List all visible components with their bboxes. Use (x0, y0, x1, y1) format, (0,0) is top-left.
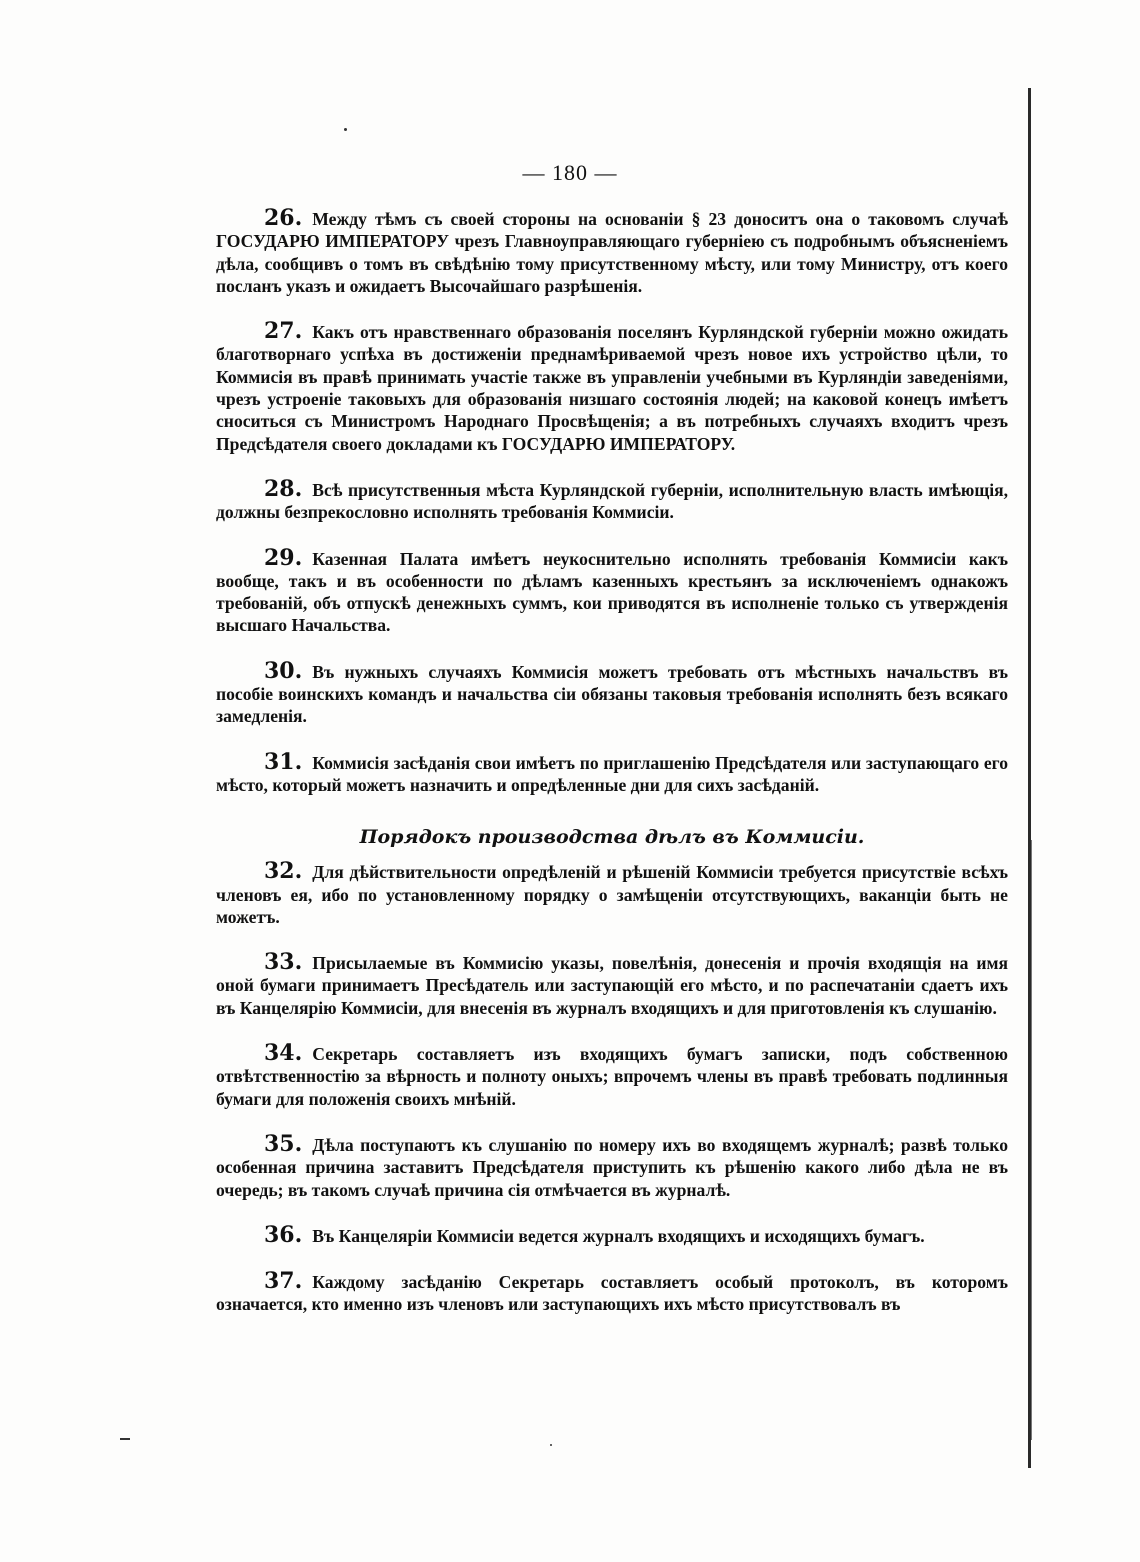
article-text: Дѣла поступаютъ къ слушанію по номеру ихъ во входящемъ журналѣ; развѣ только особенная причина заставитъ Предсѣдателя приступить къ рѣшенію какого либо дѣла не въ очередь; въ такомъ случаѣ причина сія отмѣчается въ журналѣ. (216, 1134, 1008, 1200)
article-number: 32. (264, 858, 303, 885)
article-26 (216, 207, 1008, 297)
article-text: Какъ отъ нравственнаго образованія поселянъ Курляндской губерніи можно ожидать благотворнаго успѣха въ достиженіи преднамѣриваемой чрезъ новое ихъ устройство цѣли, то Коммисія въ правѣ принимать участіе также въ управленіи учебными въ Курляндіи заведеніями, чрезъ устроеніе таковыхъ для образованія низшаго состоянія людей; на каковой конецъ имѣетъ сноситься съ Министромъ Народнаго Просвѣщенія; а въ потребныхъ случаяхъ входитъ чрезъ Предсѣдателя своего докладами къ ГОСУДАРЮ ИМПЕРАТОРУ. (216, 322, 1008, 454)
document-body (216, 207, 1008, 1339)
article-text: Казенная Палата имѣетъ неукоснительно исполнять требованія Коммисіи какъ вообще, такъ и въ особенности по дѣламъ казенныхъ крестьянъ за исключеніемъ однакожъ требованій, объ отпускѣ денежныхъ суммъ, кои приводятся въ исполненіе только съ утвержденія высшаго Начальства. (216, 548, 1008, 636)
article-29 (216, 544, 1008, 637)
article-number: 26. (264, 205, 303, 231)
article-number: 29. (264, 544, 303, 571)
article-27 (216, 320, 1008, 455)
scan-speck (344, 128, 347, 131)
article-text: Въ нужныхъ случаяхъ Коммисія можетъ требовать отъ мѣстныхъ начальствъ въ пособіе воинскихъ командъ и начальства сіи обязаны таковыя требованія исполнять безъ всякаго замедленія. (216, 661, 1008, 727)
article-30 (216, 657, 1008, 728)
article-text: Секретарь составляетъ изъ входящихъ бумагъ записки, подъ собственною отвѣтственностію за вѣрность и полноту оныхъ; впрочемъ члены въ правѣ требовать подлинныя бумаги для положенія своихъ мнѣній. (216, 1044, 1008, 1109)
article-34 (216, 1042, 1008, 1110)
article-text: Между тѣмъ съ своей стороны на основаніи § 23 доноситъ она о таковомъ случаѣ ГОСУДАРЮ ИМПЕРАТОРУ чрезъ Главноуправляющаго губерніею съ подробнымъ объясненіемъ дѣла, сообщивъ о томъ въ свѣдѣнію тому присутственному мѣсту, или тому Министру, отъ коего посланъ указъ и ожидаетъ Высочайшаго разрѣшенія. (216, 209, 1008, 296)
article-number: 34. (264, 1040, 303, 1067)
article-31 (216, 748, 1008, 797)
section-heading: Порядокъ производства дѣлъ въ Коммисіи. (359, 826, 865, 849)
article-number: 28. (264, 475, 303, 502)
article-number: 37. (264, 1268, 303, 1295)
article-number: 30. (264, 657, 303, 684)
article-number: 27. (264, 318, 303, 345)
scan-speck (550, 1444, 552, 1446)
article-text: Каждому засѣданію Секретарь составляетъ особый протоколъ, въ которомъ означается, кто именно изъ членовъ или заступающихъ ихъ мѣсто присутствовалъ въ (216, 1272, 1008, 1315)
article-text: Всѣ присутственныя мѣста Курляндской губерніи, исполнительную власть имѣющія, должны безпрекословно исполнять требованія Коммисіи. (216, 479, 1008, 523)
article-text: Коммисія засѣданія свои имѣетъ по приглашенію Предсѣдателя или заступающаго его мѣсто, который можетъ назначить и опредѣленные дни для сихъ засѣданій. (216, 752, 1008, 795)
article-37 (216, 1270, 1008, 1316)
page-number: — 180 — (522, 160, 618, 185)
article-33 (216, 951, 1008, 1019)
scan-edge-line-thin (1031, 840, 1032, 1440)
article-number: 36. (264, 1221, 303, 1248)
article-number: 31. (264, 748, 303, 775)
article-text: Для дѣйствительности опредѣленій и рѣшеній Коммисіи требуется присутствіе всѣхъ членовъ ея, ибо по установленному порядку о замѣщеніи отсутствующихъ, ваканціи быть не можетъ. (216, 862, 1008, 927)
article-number: 35. (264, 1130, 303, 1157)
scan-speck (120, 1438, 130, 1440)
article-number: 33. (264, 949, 303, 976)
article-35 (216, 1130, 1008, 1201)
article-28 (216, 475, 1008, 524)
article-text: Въ Канцеляріи Коммисіи ведется журналъ входящихъ и исходящихъ бумагъ. (312, 1225, 925, 1246)
article-32 (216, 860, 1008, 928)
article-text: Присылаемые въ Коммисію указы, повелѣнія, донесенія и прочія входящія на имя оной бумаги принимаетъ Пресѣдатель или заступающій его мѣсто, и по распечатаніи сдаетъ ихъ въ Канцелярію Коммисіи, для внесенія въ журналъ входящихъ и для приготовленія къ слушанію. (216, 953, 1008, 1018)
article-36 (216, 1221, 1008, 1248)
